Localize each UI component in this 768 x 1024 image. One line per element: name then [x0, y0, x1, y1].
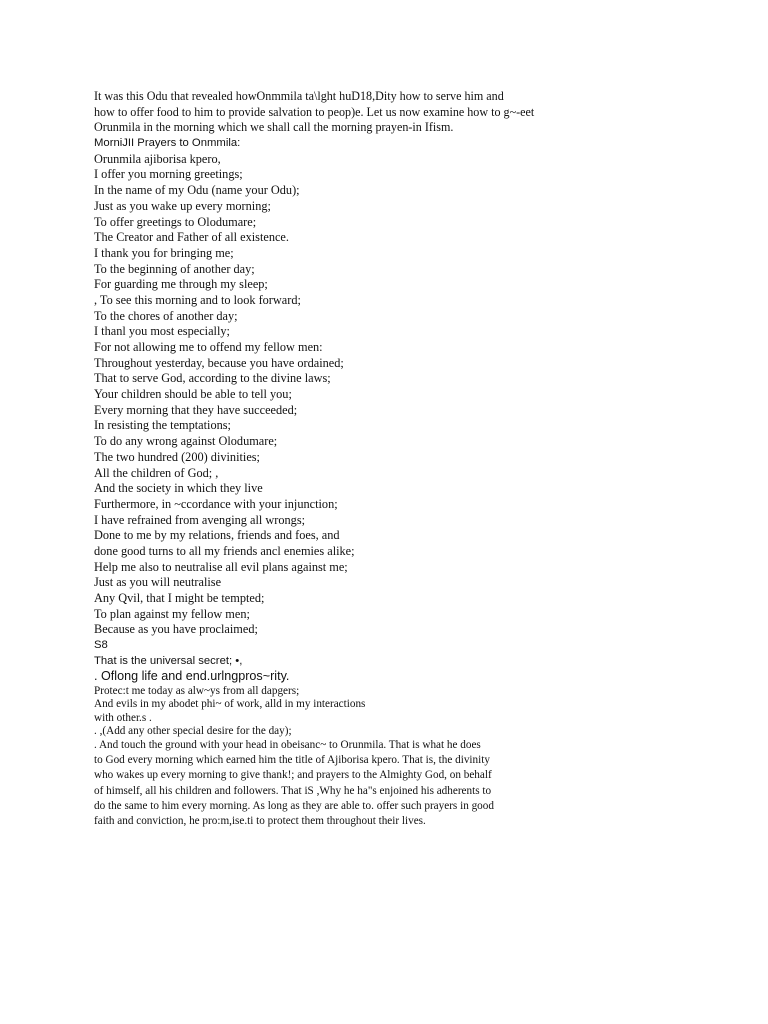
prayer-line: In resisting the temptations; — [94, 418, 231, 433]
prayer-line: . Oflong life and end.urlngpros~rity. — [94, 669, 290, 684]
prayer-line: Throughout yesterday, because you have ordained; — [94, 355, 344, 370]
prayer-line: Just as you will neutralise — [94, 575, 222, 590]
prayer-line: And the society in which they live — [94, 481, 263, 496]
closing-line: of himself, all his children and followers. That iS ,Why he ha"s enjoined his adherents to — [94, 784, 492, 797]
closing-line: . And touch the ground with your head in obeisanc~ to Orunmila. That is what he does — [94, 738, 481, 751]
intro-line: how to offer food to him to provide salvation to peop)e. Let us now examine how to g~-eet — [94, 104, 535, 119]
prayer-line: done good turns to all my friends ancl enemies alike; — [94, 543, 355, 558]
prayer-line: I have refrained from avenging all wrongs; — [94, 512, 306, 527]
prayer-line: Furthermore, in ~ccordance with your injunction; — [94, 496, 338, 511]
prayer-line: For guarding me through my sleep; — [94, 277, 268, 292]
prayer-line: The two hundred (200) divinities; — [94, 449, 260, 464]
prayer-line: . ,(Add any other special desire for the day); — [94, 724, 292, 737]
prayer-verse — [94, 152, 654, 638]
prayer-line: All the children of God; , — [94, 465, 219, 480]
prayer-line: I thank you for bringing me; — [94, 245, 234, 260]
prayer-line: Because as you have proclaimed; — [94, 622, 258, 637]
page-marker: S8 — [94, 639, 108, 652]
closing-line: who wakes up every morning to give thank!; and prayers to the Almighty God, on behalf — [94, 769, 492, 782]
prayer-line: Help me also to neutralise all evil plans against me; — [94, 559, 348, 574]
prayer-line: I thanl you most especially; — [94, 324, 230, 339]
prayer-line: The Creator and Father of all existence. — [94, 230, 289, 245]
prayer-line: And evils in my abodet phi~ of work, alld in my interactions — [94, 698, 366, 711]
closing-line: do the same to him every morning. As long as they are able to. offer such prayers in good — [94, 800, 494, 813]
prayer-line: To do any wrong against Olodumare; — [94, 434, 278, 449]
prayer-line: To offer greetings to Olodumare; — [94, 214, 257, 229]
prayer-line: That to serve God, according to the divine laws; — [94, 371, 331, 386]
prayer-line: , To see this morning and to look forward; — [94, 292, 301, 307]
prayer-line: To the chores of another day; — [94, 308, 238, 323]
prayer-line: Protec:t me today as alw~ys from all dapgers; — [94, 685, 300, 698]
closing-line: faith and conviction, he pro:m,ise.ti to protect them throughout their lives. — [94, 815, 426, 828]
prayer-line: Any Qvil, that I might be tempted; — [94, 591, 265, 605]
prayer-line: Orunmila ajiborisa kpero, — [94, 151, 221, 166]
prayer-line: For not allowing me to offend my fellow men: — [94, 340, 323, 354]
prayer-line: To the beginning of another day; — [94, 261, 255, 276]
prayer-line: Your children should be able to tell you; — [94, 387, 292, 402]
intro-line: It was this Odu that revealed howOnmmila ta\lght huD18,Dity how to serve him and — [94, 89, 504, 103]
closing-paragraph — [94, 738, 654, 830]
intro-line: Orunmila in the morning which we shall call the morning prayen-in Ifism. — [94, 120, 454, 135]
prayer-line: Every morning that they have succeeded; — [94, 402, 298, 417]
prayer-heading: MorniJII Prayers to Onmmila: — [94, 137, 241, 150]
prayer-line: with other.s . — [94, 711, 152, 724]
prayer-line: That is the universal secret; •, — [94, 654, 243, 667]
prayer-line: To plan against my fellow men; — [94, 606, 250, 621]
intro-paragraph — [94, 89, 654, 136]
document-body — [94, 89, 654, 830]
closing-line: to God every morning which earned him the title of Ajiborisa kpero. That is, the divinity — [94, 754, 490, 767]
prayer-line: Just as you wake up every morning; — [94, 198, 271, 213]
prayer-ending — [94, 654, 654, 738]
prayer-line: In the name of my Odu (name your Odu); — [94, 183, 300, 198]
prayer-line: Done to me by my relations, friends and foes, and — [94, 528, 340, 543]
prayer-line: I offer you morning greetings; — [94, 167, 243, 182]
